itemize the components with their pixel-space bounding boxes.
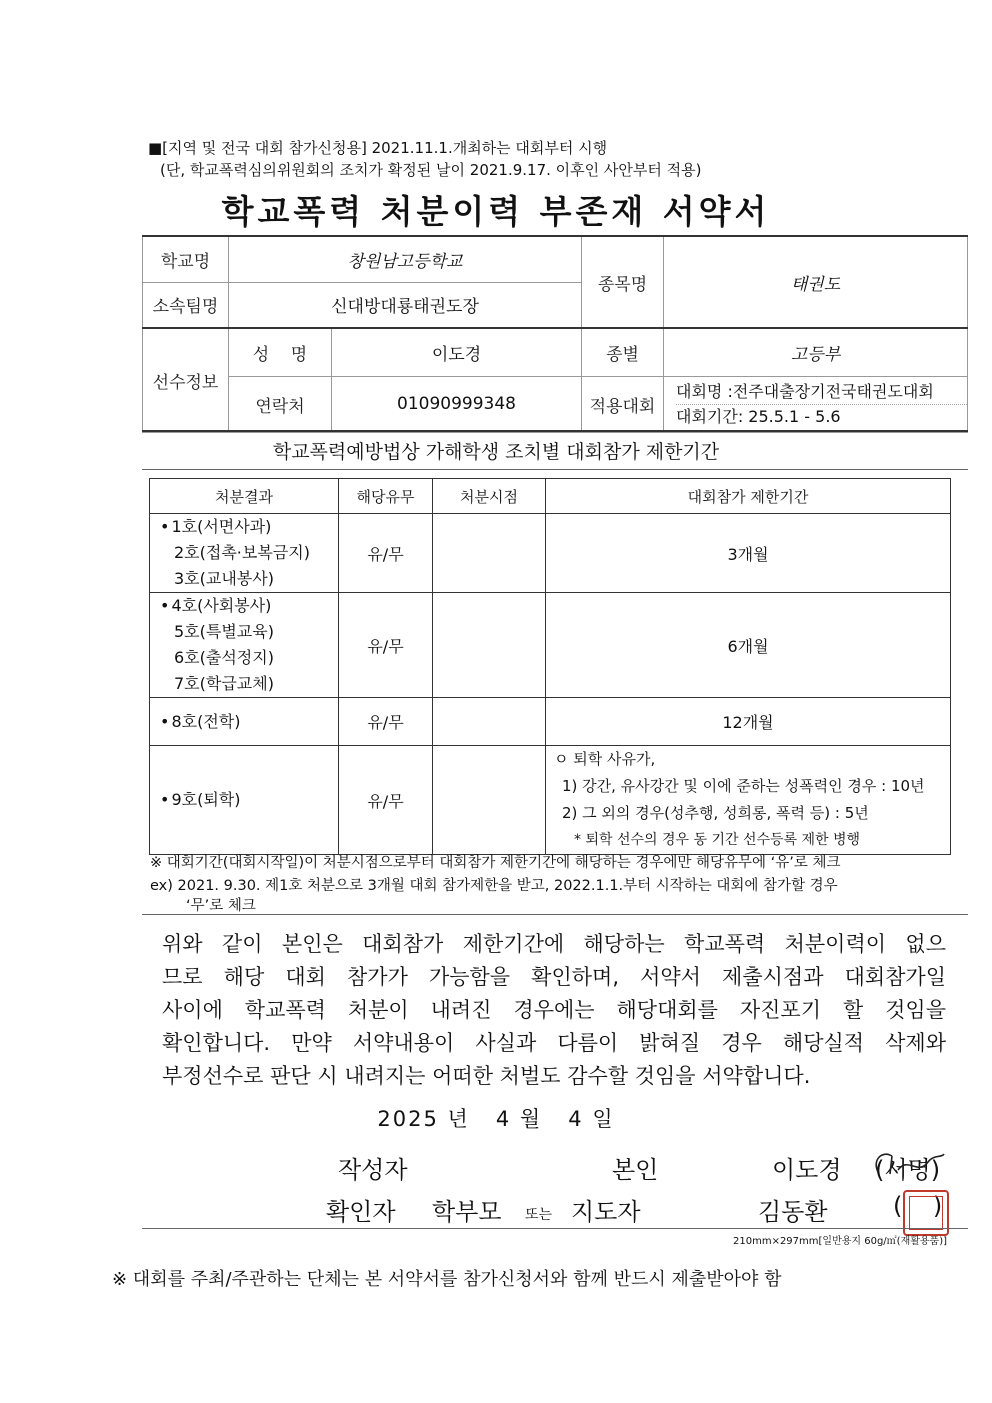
seal-mark: ( ) bbox=[893, 1192, 943, 1220]
sanction-item: • 1호(서면사과) bbox=[150, 514, 338, 540]
sanction-item: 2호(접촉·보복금지) bbox=[174, 543, 310, 562]
table-row bbox=[150, 593, 951, 698]
writer-label: 작성자 bbox=[338, 1156, 408, 1184]
name-label: 성 명 bbox=[229, 328, 332, 376]
sanction-items bbox=[150, 698, 339, 746]
document-title: 학교폭력 처분이력 부존재 서약서 bbox=[221, 192, 771, 231]
applicable-cell[interactable]: 유/무 bbox=[339, 746, 433, 855]
expulsion-line: 1) 강간, 유사강간 및 이에 준하는 성폭력인 경우 : 10년 bbox=[562, 777, 925, 795]
name-value: 이도경 bbox=[332, 328, 582, 376]
date-month-unit: 월 bbox=[519, 1107, 543, 1131]
expulsion-line: 2) 그 외의 경우(성추행, 성희롱, 폭력 등) : 5년 bbox=[562, 804, 869, 822]
sanction-items bbox=[150, 593, 339, 698]
period-cell: 12개월 bbox=[546, 698, 951, 746]
sanction-item: 5호(특별교육) bbox=[174, 622, 274, 641]
sanction-date-cell[interactable] bbox=[433, 514, 546, 593]
col-header-period: 대회참가 제한기간 bbox=[546, 479, 951, 514]
date-day: 4 bbox=[568, 1107, 584, 1131]
event-label: 종목명 bbox=[582, 236, 664, 328]
date-year-unit: 년 bbox=[447, 1107, 470, 1131]
table-row bbox=[150, 698, 951, 746]
sanction-date-cell[interactable] bbox=[433, 698, 546, 746]
coach-label: 지도자 bbox=[571, 1198, 641, 1226]
col-header-applicable: 해당유무 bbox=[339, 479, 433, 514]
category-label: 종별 bbox=[582, 328, 664, 376]
writer-name: 이도경 bbox=[772, 1156, 842, 1184]
or-label: 또는 bbox=[525, 1207, 553, 1223]
self-label: 본인 bbox=[612, 1156, 659, 1184]
sanction-item: • 8호(전학) bbox=[150, 709, 338, 735]
school-value: 창원남고등학교 bbox=[229, 236, 582, 282]
expulsion-line: * 퇴학 선수의 경우 동 기간 선수등록 제한 병행 bbox=[574, 832, 861, 848]
pledge-line: 위와 같이 본인은 대회참가 제한기간에 해당하는 학교폭력 처분이력이 없으 bbox=[162, 932, 946, 956]
sanction-items bbox=[150, 514, 339, 593]
header-line-1: ■[지역 및 전국 대회 참가신청용] 2021.11.1.개최하는 대회부터 시행 bbox=[148, 139, 608, 157]
col-header-result: 처분결과 bbox=[150, 479, 339, 514]
sanction-item: • 4호(사회봉사) bbox=[150, 593, 338, 619]
header-line-2: (단, 학교폭력심의위원회의 조치가 확정된 날이 2021.9.17. 이후인 사안부터 적용) bbox=[160, 161, 702, 179]
applicable-cell[interactable]: 유/무 bbox=[339, 593, 433, 698]
sanction-item: 3호(교내봉사) bbox=[174, 569, 274, 588]
pledge-line: 부정선수로 판단 시 내려지는 어떠한 처벌도 감수할 것임을 서약합니다. bbox=[162, 1064, 811, 1088]
date-year: 2025 bbox=[377, 1107, 439, 1131]
period-cell: 3개월 bbox=[546, 514, 951, 593]
school-label: 학교명 bbox=[143, 236, 229, 282]
sanction-item: 6호(출석정지) bbox=[174, 648, 274, 667]
table-subtitle: 학교폭력예방법상 가해학생 조치별 대회참가 제한기간 bbox=[272, 441, 720, 463]
bottom-note: ※ 대회를 주최/주관하는 단체는 본 서약서를 참가신청서와 함께 반드시 제출받아야 함 bbox=[112, 1269, 782, 1290]
event-value: 태권도 bbox=[664, 236, 968, 328]
parent-label: 학부모 bbox=[432, 1198, 502, 1226]
sanction-table bbox=[149, 478, 951, 855]
pledge-line: 므로 해당 대회 참가가 가능함을 확인하며, 서약서 제출시점과 대회참가일 bbox=[162, 965, 946, 989]
applicable-cell[interactable]: 유/무 bbox=[339, 514, 433, 593]
table-row bbox=[150, 514, 951, 593]
pledge-date bbox=[0, 1103, 992, 1133]
confirmer-name: 김동환 bbox=[758, 1198, 828, 1226]
confirmer-label: 확인자 bbox=[326, 1198, 396, 1226]
contact-label: 연락처 bbox=[229, 376, 332, 432]
category-value: 고등부 bbox=[664, 328, 968, 376]
team-value: 신대방대룡태권도장 bbox=[229, 282, 582, 328]
competition-info bbox=[664, 376, 968, 432]
handwritten-signature bbox=[868, 1146, 948, 1180]
team-label: 소속팀명 bbox=[143, 282, 229, 328]
expulsion-period-cell bbox=[546, 746, 951, 855]
note-2: ex) 2021. 9.30. 제1호 처분으로 3개월 대회 참가제한을 받고, 2022.1.1.부터 시작하는 대회에 참가할 경우 bbox=[150, 878, 838, 894]
date-day-unit: 일 bbox=[592, 1107, 615, 1131]
note-1: ※ 대회기간(대회시작일)이 처분시점으로부터 대회참가 제한기간에 해당하는 경우에만 해당유무에 ‘유’로 체크 bbox=[150, 855, 841, 871]
info-table bbox=[142, 235, 968, 433]
col-header-date: 처분시점 bbox=[433, 479, 546, 514]
pledge-line: 확인합니다. 만약 서약내용이 사실과 다름이 밝혀질 경우 해당실적 삭제와 bbox=[162, 1031, 946, 1055]
sanction-date-cell[interactable] bbox=[433, 593, 546, 698]
competition-label: 적용대회 bbox=[582, 376, 664, 432]
applicable-cell[interactable]: 유/무 bbox=[339, 698, 433, 746]
table-row bbox=[150, 746, 951, 855]
competition-name: 대회명 :전주대출장기전국태권도대회 bbox=[676, 380, 967, 405]
player-info-label: 선수정보 bbox=[143, 328, 229, 432]
competition-period: 대회기간: 25.5.1 - 5.6 bbox=[676, 406, 841, 426]
paper-spec: 210mm×297mm[일반용지 60g/㎡(재활용품)] bbox=[733, 1236, 948, 1247]
date-month: 4 bbox=[495, 1107, 512, 1131]
sanction-items bbox=[150, 746, 339, 855]
expulsion-line: ㅇ 퇴학 사유가, bbox=[554, 750, 656, 768]
sign-mark: (서명) bbox=[875, 1156, 941, 1184]
sanction-item: 7호(학급교체) bbox=[174, 674, 274, 693]
pledge-paragraph bbox=[162, 928, 946, 1093]
sanction-date-cell[interactable] bbox=[433, 746, 546, 855]
seal-stamp-icon bbox=[903, 1190, 949, 1236]
sanction-item: • 9호(퇴학) bbox=[150, 787, 338, 813]
note-3: ‘무’로 체크 bbox=[186, 898, 256, 914]
period-cell: 6개월 bbox=[546, 593, 951, 698]
contact-value: 01090999348 bbox=[332, 376, 582, 432]
pledge-line: 사이에 학교폭력 처분이 내려진 경우에는 해당대회를 자진포기 할 것임을 bbox=[162, 998, 946, 1022]
